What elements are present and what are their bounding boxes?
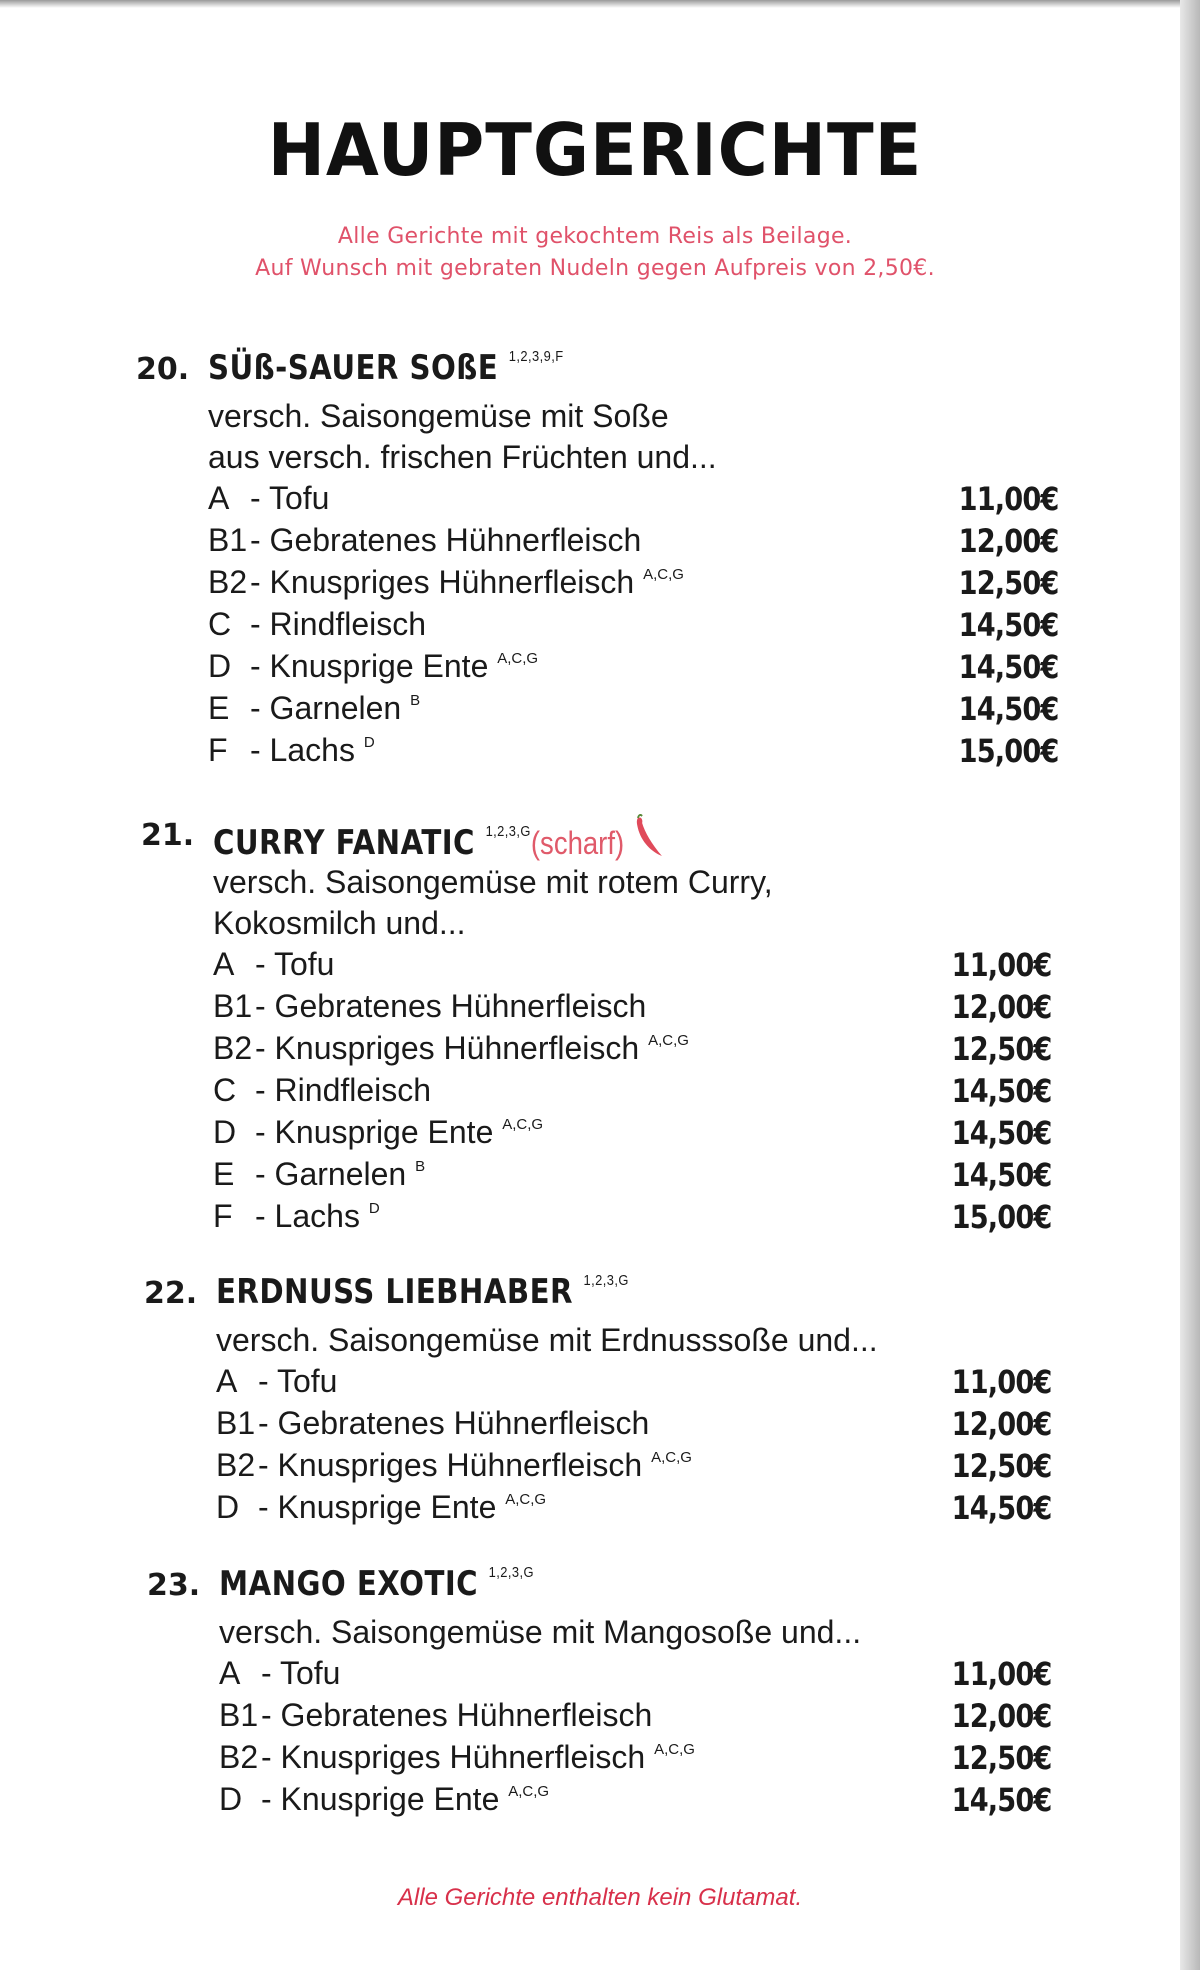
item-price: 12,00€ [951,988,1051,1026]
item-label [258,1489,546,1526]
dish-name [213,814,664,867]
dish-title: CURRY FANATIC [213,823,475,863]
item-code: F [208,732,228,768]
item-label [258,1363,337,1400]
menu-item [213,1030,1051,1072]
item-label [250,522,641,559]
item-allergens: A,C,G [651,1449,692,1466]
dish-title: SÜß-SAUER SOßE [208,348,499,388]
dish-title: ERDNUSS LIEBHABER [216,1272,573,1312]
item-price: 14,50€ [958,690,1058,728]
item-code: D [219,1781,243,1817]
dish-name [208,348,564,388]
dish-description-2: aus versch. frischen Früchten und... [208,439,717,475]
item-label [250,480,329,517]
footer-note: Alle Gerichte enthalten kein Glutamat. [397,1884,803,1911]
item-allergens: A,C,G [648,1032,689,1049]
menu-item [219,1697,1051,1739]
item-label [261,1697,652,1734]
menu-item [216,1405,1051,1447]
item-label [258,1405,649,1442]
subtitle-line-2: Auf Wunsch mit gebraten Nudeln gegen Aufpreis von 2,50€. [255,256,935,281]
dish-name [216,1272,629,1312]
dish-number: 22. [144,1276,198,1311]
item-code: B1 [216,1405,256,1441]
dish-description-1: versch. Saisongemüse mit rotem Curry, [213,864,773,900]
dish-number: 21. [141,818,195,853]
item-name: - Lachs [250,732,355,768]
item-code: E [213,1156,235,1192]
item-code: B2 [216,1447,256,1483]
menu-item [219,1655,1051,1697]
menu-item [213,1072,1051,1114]
item-name: - Rindfleisch [250,606,427,642]
item-label [250,606,426,643]
item-price: 12,00€ [958,522,1058,560]
item-name: - Gebratenes Hühnerfleisch [255,988,647,1024]
item-price: 15,00€ [951,1198,1051,1236]
item-code: A [213,946,235,982]
item-name: - Knusprige Ente [250,648,489,684]
item-name: - Garnelen [255,1156,407,1192]
item-price: 14,50€ [951,1156,1051,1194]
menu-item [208,522,1058,564]
item-label [250,564,684,601]
dish-description-1: versch. Saisongemüse mit Soße [208,398,669,434]
item-label [255,1198,380,1235]
item-price: 11,00€ [951,1363,1051,1401]
item-label [250,732,375,769]
dish-number: 20. [136,352,190,387]
item-name: - Gebratenes Hühnerfleisch [258,1405,650,1441]
item-code: D [216,1489,240,1525]
item-label [250,648,538,685]
menu-item [213,1198,1051,1240]
item-allergens: A,C,G [643,566,684,583]
menu-item [208,564,1058,606]
item-code: C [208,606,232,642]
item-label [261,1781,549,1818]
item-price: 14,50€ [958,606,1058,644]
item-code: F [213,1198,233,1234]
menu-item [208,480,1058,522]
item-price: 12,50€ [951,1447,1051,1485]
item-price: 11,00€ [951,946,1051,984]
dish-title: MANGO EXOTIC [219,1564,479,1604]
dish-allergens: 1,2,3,G [583,1272,629,1289]
dish-allergens: 1,2,3,9,F [508,348,564,365]
menu-item [213,946,1051,988]
item-code: A [208,480,230,516]
menu-item [216,1363,1051,1405]
item-name: - Tofu [261,1655,341,1691]
item-name: - Gebratenes Hühnerfleisch [261,1697,653,1733]
item-name: - Lachs [255,1198,360,1234]
chili-pepper-icon [633,814,664,867]
item-code: A [216,1363,238,1399]
item-name: - Gebratenes Hühnerfleisch [250,522,642,558]
item-name: - Rindfleisch [255,1072,432,1108]
item-code: A [219,1655,241,1691]
menu-item [208,648,1058,690]
item-allergens: A,C,G [654,1741,695,1758]
item-allergens: B [415,1158,426,1175]
menu-item [208,606,1058,648]
item-code: C [213,1072,237,1108]
item-price: 11,00€ [958,480,1058,518]
item-code: B2 [219,1739,259,1775]
item-code: B1 [213,988,253,1024]
item-label [255,1030,689,1067]
item-name: - Knusprige Ente [258,1489,497,1525]
item-price: 11,00€ [951,1655,1051,1693]
subtitle-line-1: Alle Gerichte mit gekochtem Reis als Beilage. [337,224,853,249]
item-label [258,1447,692,1484]
dish-description-2: Kokosmilch und... [213,905,466,941]
item-name: - Knuspriges Hühnerfleisch [258,1447,643,1483]
item-code: D [208,648,232,684]
item-code: B2 [213,1030,253,1066]
item-price: 12,00€ [951,1405,1051,1443]
item-name: - Tofu [250,480,330,516]
page-right-edge [1180,0,1200,1970]
item-label [255,1072,431,1109]
item-name: - Knusprige Ente [255,1114,494,1150]
dish-description-1: versch. Saisongemüse mit Erdnusssoße und... [216,1322,878,1358]
dish-description-1: versch. Saisongemüse mit Mangosoße und... [219,1614,862,1650]
item-name: - Knuspriges Hühnerfleisch [261,1739,646,1775]
item-price: 12,50€ [958,564,1058,602]
item-label [255,988,646,1025]
item-label [261,1655,340,1692]
menu-item [216,1447,1051,1489]
item-price: 14,50€ [951,1781,1051,1819]
menu-item [219,1739,1051,1781]
item-price: 14,50€ [951,1072,1051,1110]
page-title: HAUPTGERICHTE [267,108,923,192]
item-allergens: A,C,G [497,650,539,667]
item-price: 15,00€ [958,732,1058,770]
item-name: - Garnelen [250,690,402,726]
item-code: E [208,690,230,726]
item-code: B2 [208,564,248,600]
item-price: 12,50€ [951,1739,1051,1777]
dish-name [219,1564,534,1604]
item-price: 12,50€ [951,1030,1051,1068]
menu-item [208,732,1058,774]
item-price: 14,50€ [951,1489,1051,1527]
item-name: - Knusprige Ente [261,1781,500,1817]
item-allergens: D [363,734,375,751]
item-name: - Knuspriges Hühnerfleisch [250,564,635,600]
dish-allergens: 1,2,3,G [488,1564,534,1581]
item-allergens: D [368,1200,380,1217]
menu-item [208,690,1058,732]
item-label [261,1739,695,1776]
item-allergens: B [410,692,421,709]
dish-allergens: 1,2,3,G [485,823,531,840]
item-name: - Tofu [258,1363,338,1399]
item-allergens: A,C,G [502,1116,544,1133]
item-allergens: A,C,G [508,1783,550,1800]
menu-item [213,1156,1051,1198]
item-code: B1 [208,522,248,558]
menu-item [219,1781,1051,1823]
dish-number: 23. [147,1568,201,1603]
item-price: 14,50€ [951,1114,1051,1152]
item-code: D [213,1114,237,1150]
item-label [250,690,420,727]
item-allergens: A,C,G [505,1491,547,1508]
menu-item [213,988,1051,1030]
spicy-label: (scharf) [530,825,625,861]
item-name: - Tofu [255,946,335,982]
item-label [255,946,334,983]
item-code: B1 [219,1697,259,1733]
item-name: - Knuspriges Hühnerfleisch [255,1030,640,1066]
page-top-shadow [0,0,1200,8]
item-price: 14,50€ [958,648,1058,686]
item-label [255,1114,543,1151]
item-price: 12,00€ [951,1697,1051,1735]
item-label [255,1156,425,1193]
menu-item [216,1489,1051,1531]
menu-item [213,1114,1051,1156]
